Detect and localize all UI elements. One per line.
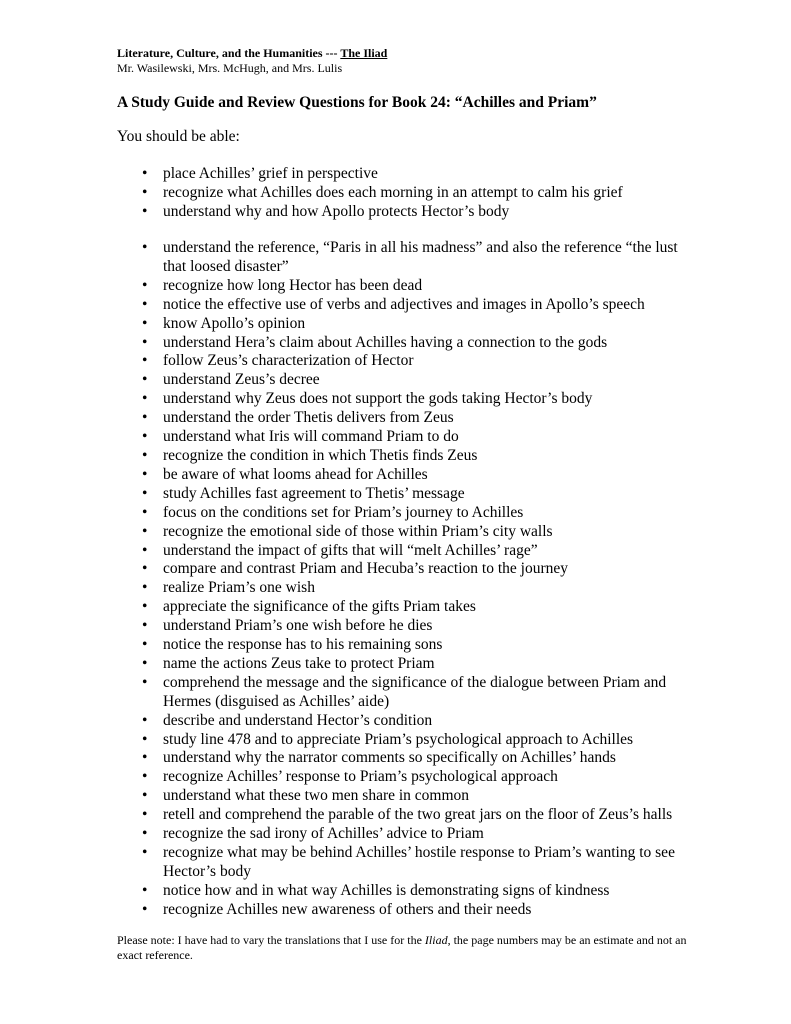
header: [117, 46, 387, 76]
list-item: • recognize the condition in which Thetis finds Zeus: [117, 447, 687, 466]
footnote: [117, 933, 687, 962]
list-item: • understand the order Thetis delivers from Zeus: [117, 409, 687, 428]
list-item: • understand why and how Apollo protects Hector’s body: [117, 203, 687, 222]
list-item: • appreciate the significance of the gifts Priam takes: [117, 598, 687, 617]
intro-text: You should be able:: [117, 128, 240, 145]
list-item: • place Achilles’ grief in perspective: [117, 165, 687, 184]
list-item: • name the actions Zeus take to protect Priam: [117, 655, 687, 674]
course-name: Literature, Culture, and the Humanities ---: [117, 46, 341, 60]
list-item: • recognize what may be behind Achilles’ hostile response to Priam’s wanting to see Hector’s body: [117, 844, 687, 882]
list-item: • understand why the narrator comments so specifically on Achilles’ hands: [117, 749, 687, 768]
list-item: • recognize how long Hector has been dead: [117, 277, 687, 296]
list-item: • understand what these two men share in common: [117, 787, 687, 806]
list-item: • understand Zeus’s decree: [117, 371, 687, 390]
list-item: • understand Hera’s claim about Achilles having a connection to the gods: [117, 334, 687, 353]
list-item: • understand Priam’s one wish before he dies: [117, 617, 687, 636]
list-item: • follow Zeus’s characterization of Hector: [117, 352, 687, 371]
list-item: • recognize Achilles’ response to Priam’s psychological approach: [117, 768, 687, 787]
list-item: • recognize the emotional side of those within Priam’s city walls: [117, 523, 687, 542]
note-italic-title: Iliad: [424, 933, 448, 947]
list-item: • study line 478 and to appreciate Priam’s psychological approach to Achilles: [117, 731, 687, 750]
list-item: • focus on the conditions set for Priam’s journey to Achilles: [117, 504, 687, 523]
list-item: • realize Priam’s one wish: [117, 579, 687, 598]
note-text-after: , the page numbers may be an estimate and not an exact reference.: [117, 933, 687, 962]
page-title: A Study Guide and Review Questions for Book 24: “Achilles and Priam”: [117, 94, 597, 111]
note-text-before: Please note: I have had to vary the translations that I use for the: [117, 933, 425, 947]
list-item: • understand the reference, “Paris in all his madness” and also the reference “the lust that loosed disaster”: [117, 239, 687, 277]
objectives-list-1: [117, 165, 687, 222]
list-item: • describe and understand Hector’s condition: [117, 712, 687, 731]
list-item: • recognize the sad irony of Achilles’ advice to Priam: [117, 825, 687, 844]
list-item: • understand what Iris will command Priam to do: [117, 428, 687, 447]
course-title: The Iliad: [340, 46, 388, 60]
list-item: • be aware of what looms ahead for Achilles: [117, 466, 687, 485]
list-item: • compare and contrast Priam and Hecuba’s reaction to the journey: [117, 560, 687, 579]
list-item: • retell and comprehend the parable of the two great jars on the floor of Zeus’s halls: [117, 806, 687, 825]
list-item: • notice the response has to his remaining sons: [117, 636, 687, 655]
list-item: • recognize what Achilles does each morning in an attempt to calm his grief: [117, 184, 687, 203]
list-item: • recognize Achilles new awareness of others and their needs: [117, 901, 687, 920]
list-item: • understand the impact of gifts that will “melt Achilles’ rage”: [117, 542, 687, 561]
course-line: [117, 46, 387, 61]
list-item: • notice the effective use of verbs and adjectives and images in Apollo’s speech: [117, 296, 687, 315]
list-item: • know Apollo’s opinion: [117, 315, 687, 334]
list-item: • understand why Zeus does not support the gods taking Hector’s body: [117, 390, 687, 409]
teachers-line: Mr. Wasilewski, Mrs. McHugh, and Mrs. Lulis: [117, 61, 343, 75]
list-item: • notice how and in what way Achilles is demonstrating signs of kindness: [117, 882, 687, 901]
objectives-list-2: [117, 239, 687, 920]
list-item: • comprehend the message and the significance of the dialogue between Priam and Hermes (disguised as Achilles’ aide): [117, 674, 687, 712]
list-item: • study Achilles fast agreement to Thetis’ message: [117, 485, 687, 504]
